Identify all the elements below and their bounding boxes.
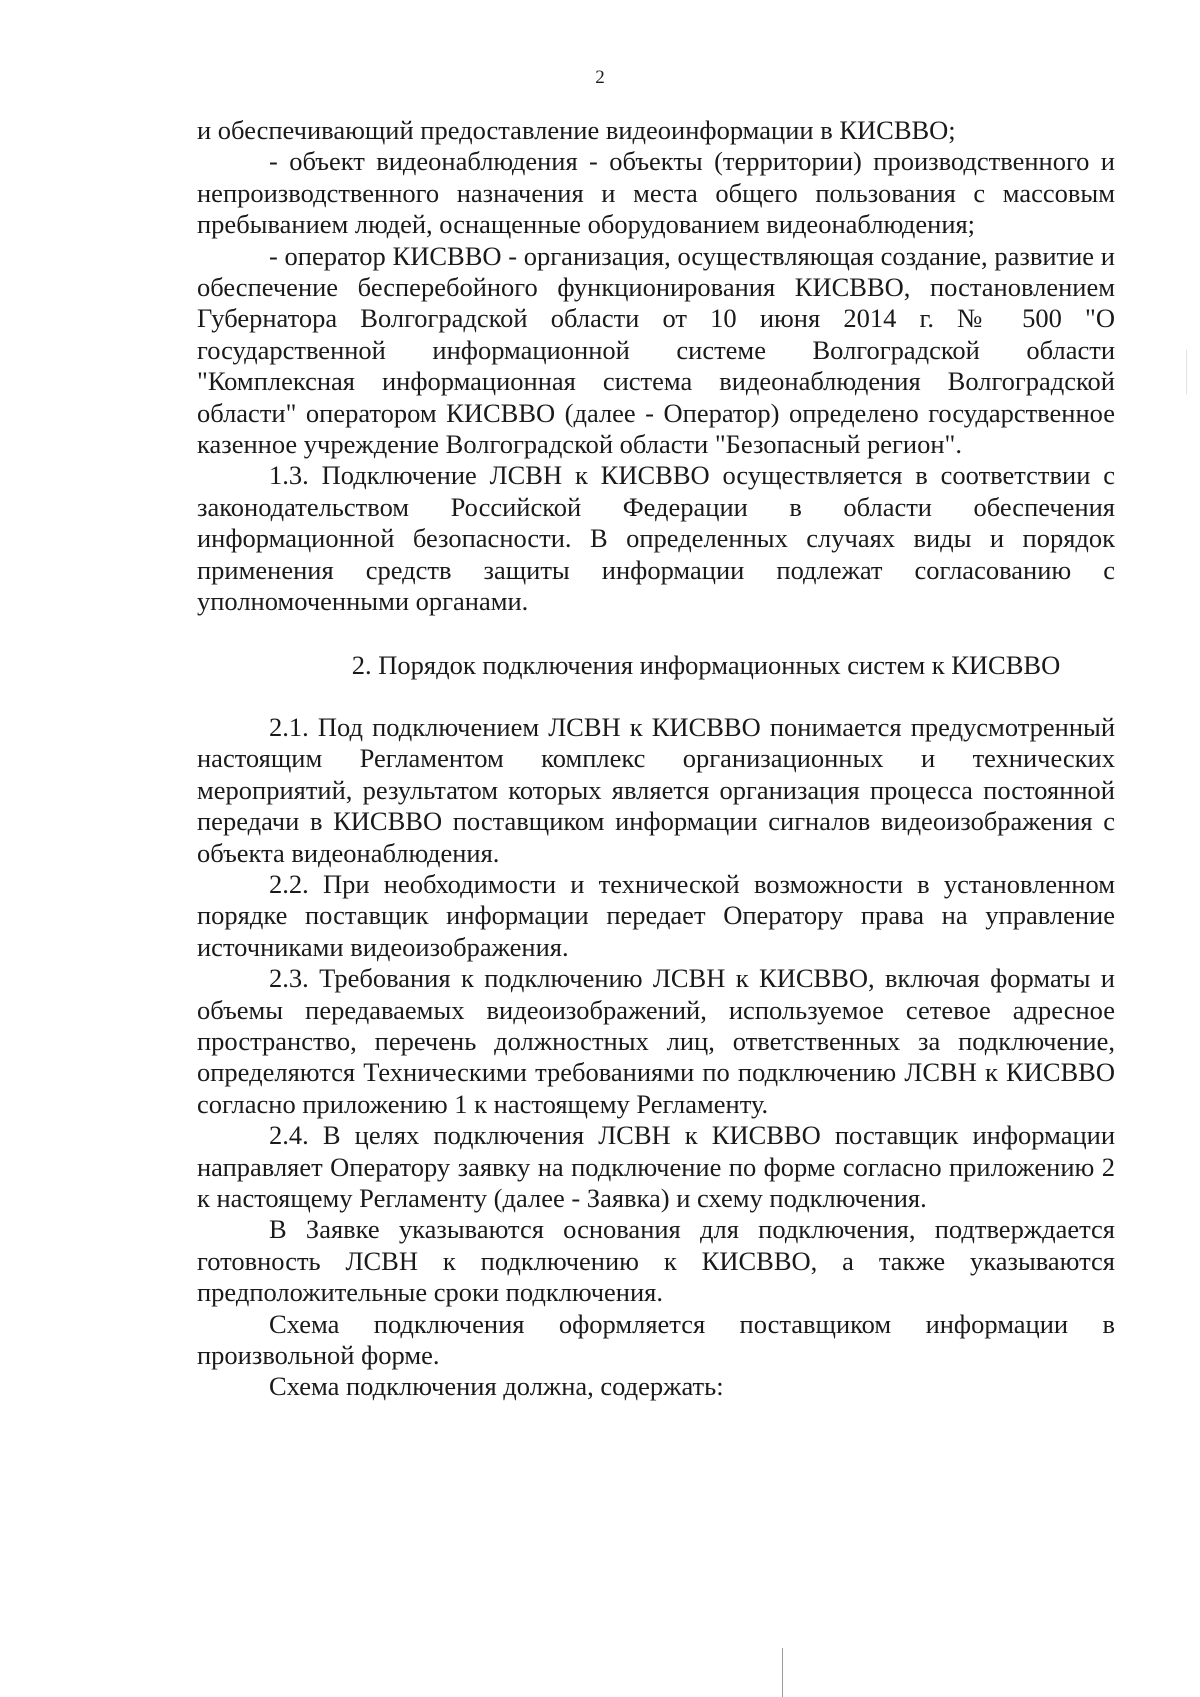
paragraph-information-provider-continuation: и обеспечивающий предоставление видеоинформации в КИСВВО; [197, 115, 956, 145]
paragraph-1-3: 1.3. Подключение ЛСВН к КИСВВО осуществляется в соответствии с законодательством Российской Федерации в области обеспечения информационной безопасности. В определенных случаях виды и порядок применения средств защиты информации подлежат согласованию с уполномоченными органами. [197, 460, 1115, 617]
paragraph-2-2: 2.2. При необходимости и технической возможности в установленном порядке поставщик информации передает Оператору права на управление источниками видеоизображения. [197, 868, 1115, 962]
paragraph-application-contents: В Заявке указываются основания для подключения, подтверждается готовность ЛСВН к подключению к КИСВВО, а также указываются предположительные сроки подключения. [197, 1214, 1115, 1308]
document-body [197, 115, 1115, 1403]
scan-artifact-line [782, 1648, 783, 1697]
paragraph-2-4: 2.4. В целях подключения ЛСВН к КИСВВО поставщик информации направляет Оператору заявку на подключение по форме согласно приложению 2 к настоящему Регламенту (далее - Заявка) и схему подключения. [197, 1120, 1115, 1213]
paragraph-definition-surveillance-object: - объект видеонаблюдения - объекты (территории) производственного и непроизводственного назначения и места общего пользования с массовым пребыванием людей, оснащенные оборудованием видеонаблюдения; [197, 146, 1115, 240]
page-number: 2 [595, 67, 605, 88]
paragraph-definition-kisvvo-operator: - оператор КИСВВО - организация, осуществляющая создание, развитие и обеспечение бесперебойного функционирования КИСВВО, постановлением Губернатора Волгоградской области от 10 июня 2014 г. № 500 "О государственной информационной системе Волгоградской области "Комплексная информационная система видеонаблюдения Волгоградской области" оператором КИСВВО (далее - Оператор) определено государственное казенное учреждение Волгоградской области "Безопасный регион". [197, 240, 1115, 460]
paragraph-connection-scheme-form: Схема подключения оформляется поставщиком информации в произвольной форме. [197, 1308, 1115, 1371]
paragraph-2-1: 2.1. Под подключением ЛСВН к КИСВВО понимается предусмотренный настоящим Регламентом комплекс организационных и технических мероприятий, результатом которых является организация процесса постоянной передачи в КИСВВО поставщиком информации сигналов видеоизображения с объекта видеонаблюдения. [197, 711, 1115, 868]
paragraph-connection-scheme-contents: Схема подключения должна, содержать: [269, 1371, 724, 1402]
section-2-heading: 2. Порядок подключения информационных систем к КИСВВО [351, 649, 1061, 680]
paragraph-2-3: 2.3. Требования к подключению ЛСВН к КИСВВО, включая форматы и объемы передаваемых видеоизображений, используемое сетевое адресное пространство, перечень должностных лиц, ответственных за подключение, определяются Техническими требованиями по подключению ЛСВН к КИСВВО согласно приложению 1 к настоящему Регламенту. [197, 963, 1115, 1119]
scan-edge-mark [1186, 350, 1187, 394]
